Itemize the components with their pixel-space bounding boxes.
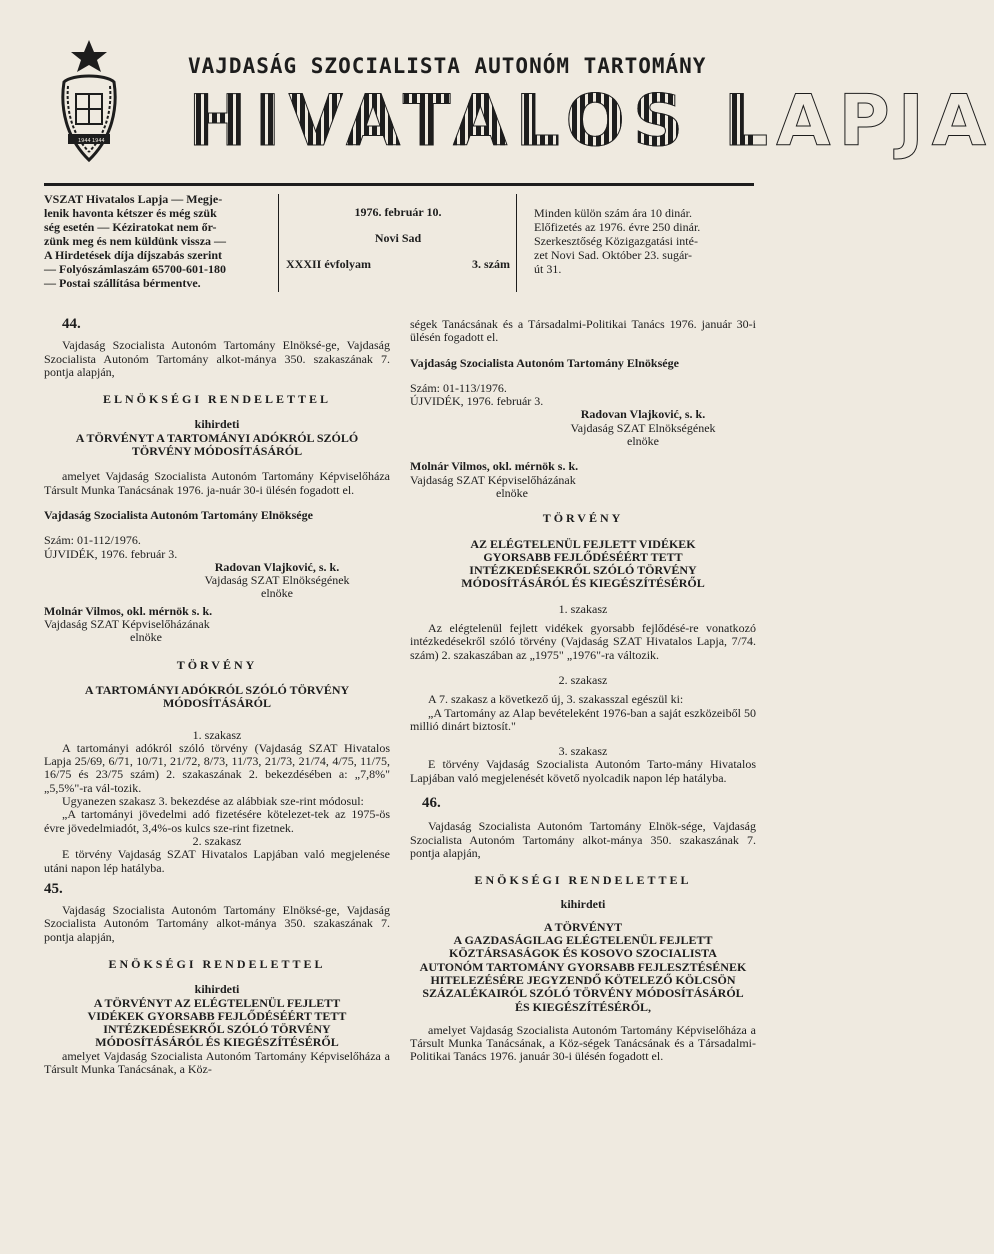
header-left-line: A Hirdetések díja díjszabás szerint: [44, 248, 222, 262]
place-date: ÚJVIDÉK, 1976. február 3.: [410, 394, 544, 409]
masthead-rule: [44, 183, 754, 186]
reference-number: Szám: 01-113/1976.: [410, 380, 507, 395]
presidency-label: Vajdaság Szocialista Autonóm Tartomány Elnöksége: [410, 355, 679, 370]
header-right-line: út 31.: [534, 262, 562, 276]
right-column: [410, 318, 756, 1064]
section-text: E törvény Vajdaság Szocialista Autonóm Tarto-mány Hivatalos Lapjában való megjelenését követő nyolcadik napon lép hatályba.: [410, 757, 756, 785]
emblem-year-2: 1944: [92, 138, 105, 144]
law-title: A TARTOMÁNYI ADÓKRÓL SZÓLÓ TÖRVÉNY MÓDOSÍTÁSÁRÓL: [84, 682, 350, 711]
law-title: AZ ELÉGTELENÜL FEJLETT VIDÉKEK GYORSABB FEJLŐDÉSÉÉRT TETT INTÉZKEDÉSEKRŐL SZÓLÓ TÖRVÉNY MÓDOSÍTÁSÁRÓL ÉS KIEGÉSZÍTÉSÉRŐL: [461, 536, 705, 591]
decree-intro: Vajdaság Szocialista Autonóm Tartomány Elnök-sége, Vajdaság Szocialista Autonóm Tartomány alkot-mánya 350. szakaszának 7. pontja alapján,: [410, 819, 756, 860]
decree-type: ENÖKSÉGI RENDELETTEL: [474, 873, 692, 888]
issue-city: Novi Sad: [374, 231, 422, 245]
decree-number-44: 44.: [62, 316, 81, 332]
signatory-role: elnöke: [130, 630, 162, 645]
header-right-line: Előfizetés az 1976. évre 250 dinár.: [534, 220, 701, 234]
presidency-label: Vajdaság Szocialista Autonóm Tartomány Elnöksége: [44, 507, 313, 522]
header-left-line: — Folyószámlaszám 65700-601-180: [44, 262, 226, 276]
promulgates-label: kihirdeti: [560, 896, 606, 911]
signatory-role: Vajdaság SZAT Képviselőházának: [44, 617, 210, 632]
section-text: Ugyanezen szakasz 3. bekezdése az alábbiak sze-rint módosul:: [62, 794, 364, 809]
section-heading: 1. szakasz: [192, 727, 242, 742]
section-text: A 7. szakasz a következő új, 3. szakasszal egészül ki:: [428, 692, 684, 707]
signatory-role: Vajdaság SZAT Képviselőházának: [410, 472, 576, 487]
signatory-role: Vajdaság SZAT Elnökségének: [204, 573, 350, 588]
decree-title-lead: A TÖRVÉNYT: [543, 919, 623, 934]
promulgates-label: kihirdeti: [194, 982, 240, 997]
section-heading: 3. szakasz: [558, 744, 608, 759]
header-left-line: ség esetén — Kéziratokat nem őr-: [44, 220, 217, 234]
decree-number-46: 46.: [422, 795, 441, 812]
section-heading: 2. szakasz: [192, 833, 242, 848]
header-right-line: Minden külön szám ára 10 dinár.: [534, 206, 692, 220]
header-left-line: VSZAT Hivatalos Lapja — Megje-: [44, 192, 223, 206]
header-right-info: [534, 206, 756, 276]
signatory-name: Molnár Vilmos, okl. mérnök s. k.: [410, 459, 579, 474]
header-left-line: lenik havonta kétszer és még szük: [44, 206, 217, 220]
signatory-role: elnöke: [496, 485, 528, 500]
promulgates-label: kihirdeti: [194, 417, 240, 432]
section-heading: 2. szakasz: [558, 672, 608, 687]
adoption-note: amelyet Vajdaság Szocialista Autonóm Tartomány Képviselőháza a Társult Munka Tanácsának, a Köz-ségek Tanácsának és a Társadalmi-Politikai Tanács 1976. január 30-i ülésén fogadott el.: [410, 1022, 756, 1064]
signatory-name: Radovan Vlajković, s. k.: [580, 407, 706, 422]
header-divider: [278, 194, 279, 292]
law-heading: TÖRVÉNY: [176, 657, 258, 672]
decree-title: A TÖRVÉNYT AZ ELÉGTELENÜL FEJLETT VIDÉKEK GYORSABB FEJLŐDÉSÉÉRT TETT INTÉZKEDÉSEKRŐL SZÓLÓ TÖRVÉNY MÓDOSÍTÁSÁRÓL ÉS KIEGÉSZÍTÉSÉRŐL: [87, 995, 347, 1050]
section-quote: „A Tartomány az Alap bevételeként 1976-ban a saját eszközeiből 50 millió dinárt biztosít.": [410, 705, 756, 733]
decree-title: A GAZDASÁGILAG ELÉGTELENÜL FEJLETT KÖZTÁRSASÁGOK ÉS KOSOVO SZOCIALISTA AUTONÓM TARTOMÁNY GYORSABB FEJLESZTÉSÉNEK HITELEZÉSÉRE JEGYZENDŐ KÖTELEZŐ KÖLCSÖN SZÁZALÉKAIRÓL SZÓLÓ TÖRVÉNY MÓDOSÍTÁSÁRÓL ÉS KIEGÉSZÍTÉSÉRŐL,: [419, 933, 747, 1014]
signatory-role: elnöke: [261, 586, 293, 601]
decree-type: ELNÖKSÉGI RENDELETTEL: [102, 392, 332, 407]
section-text: A tartományi adókról szóló törvény (Vajdaság SZAT Hivatalos Lapja 25/69, 6/71, 10/71, 21/72, 8/73, 11/73, 21/73, 21/74, 4/75, 11/75, 16/75 és 23/75 szám) 2. szakaszának 2. bekezdésében a: „7,8%" „5,5%"-ra vál-tozik.: [44, 740, 390, 795]
adoption-note: amelyet Vajdaság Szocialista Autonóm Tartomány Képviselőháza a Társult Munka Tanácsának, a Köz-: [44, 1048, 390, 1077]
signatory-name: Molnár Vilmos, okl. mérnök s. k.: [44, 603, 213, 618]
signatory-name: Radovan Vlajković, s. k.: [214, 559, 340, 574]
header-left-line: zünk meg és nem küldünk vissza —: [44, 234, 227, 248]
section-text: E törvény Vajdaság SZAT Hivatalos Lapjában való megjelenése utáni napon lép hatályba.: [44, 847, 390, 875]
decree-type: ENÖKSÉGI RENDELETTEL: [108, 956, 326, 971]
issue-number: 3. szám: [472, 257, 510, 271]
section-text: Az elégtelenül fejlett vidékek gyorsabb fejlődésé-re vonatkozó intézkedésekről szóló törvény (Vajdaság SZAT Hivatalos Lapja, 7/74. szám) 2. szakaszában az „1975" „1976"-ra változik.: [410, 621, 756, 662]
issue-volume: XXXII évfolyam: [286, 257, 371, 271]
header-issue-info: [286, 205, 510, 271]
header-right-line: Szerkesztőség Közigazgatási inté-: [534, 234, 698, 248]
decree-title: A TÖRVÉNYT A TARTOMÁNYI ADÓKRÓL SZÓLÓ TÖRVÉNY MÓDOSÍTÁSÁRÓL: [75, 430, 359, 459]
header-left-line: — Postai szállítása bérmentve.: [44, 276, 201, 290]
emblem-year-1: 1944: [78, 138, 91, 144]
masthead-subtitle: VAJDASÁG SZOCIALISTA AUTONÓM TARTOMÁNY: [188, 54, 707, 78]
law-heading: TÖRVÉNY: [542, 511, 624, 526]
signatory-role: elnöke: [627, 434, 659, 449]
place-date: ÚJVIDÉK, 1976. február 3.: [44, 546, 178, 561]
section-quote: „A tartományi jövedelmi adó fizetésére kötelezet-tek az 1975-ös évre jövedelmiadót, 3,4%-os kulcs sze-rint fizetnek.: [44, 807, 390, 835]
adoption-note-continued: ségek Tanácsának és a Társadalmi-Politikai Tanács 1976. január 30-i ülésén fogadott el.: [410, 317, 756, 345]
decree-intro: Vajdaság Szocialista Autonóm Tartomány Elnöksé-ge, Vajdaság Szocialista Autonóm Tartomány alkot-mánya 350. szakaszának 7. pontja alapján,: [44, 903, 390, 944]
coat-of-arms-emblem: [58, 38, 120, 166]
reference-number: Szám: 01-112/1976.: [44, 533, 141, 548]
signatory-role: Vajdaság SZAT Elnökségének: [570, 420, 716, 435]
left-column: [44, 318, 390, 1076]
masthead-title: HIVATALOS LAPJA: [188, 80, 994, 162]
issue-date: 1976. február 10.: [354, 205, 442, 219]
header-left-info: [44, 192, 272, 290]
header-divider: [516, 194, 517, 292]
header-right-line: zet Novi Sad. Október 23. sugár-: [534, 248, 693, 262]
adoption-note: amelyet Vajdaság Szocialista Autonóm Tartomány Képviselőháza Társult Munka Tanácsának 1976. ja-nuár 30-i ülésén fogadott el.: [44, 469, 390, 497]
decree-intro: Vajdaság Szocialista Autonóm Tartomány Elnöksé-ge, Vajdaság Szocialista Autonóm Tartomány alkot-mánya 350. szakaszának 7. pontja alapján,: [44, 338, 390, 379]
decree-number-45: 45.: [44, 880, 63, 897]
section-heading: 1. szakasz: [558, 601, 608, 616]
